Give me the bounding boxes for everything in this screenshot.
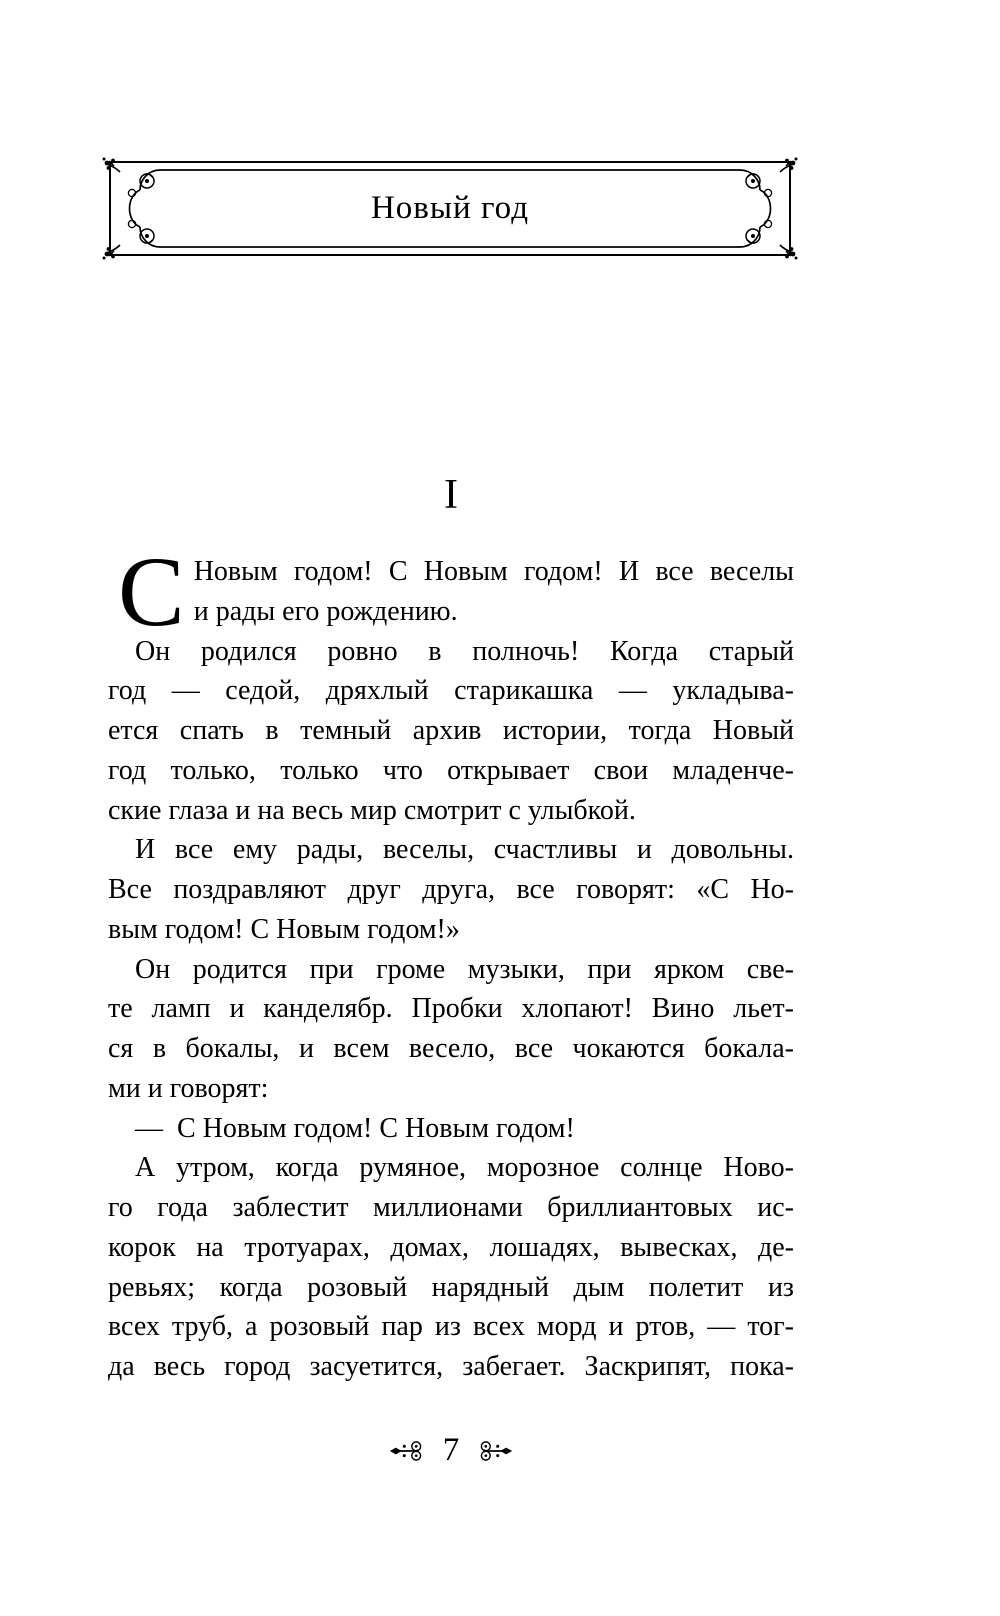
text-line: ские глаза и на весь мир смотрит с улыбкой. [108, 794, 636, 826]
fleuron-right-icon [479, 1439, 513, 1463]
page-footer [108, 1434, 794, 1467]
text-line: ми и говорят: [108, 1072, 269, 1104]
text-line: ревьях; когда розовый нарядный дым полетит из [108, 1271, 794, 1303]
text-line: И все ему рады, веселы, счастливы и довольны. [135, 834, 794, 866]
text-line: ся в бокалы, и всем весело, все чокаются бокала- [108, 1033, 794, 1064]
body-text [108, 536, 794, 1387]
text-line: ется спать в темный архив истории, тогда Новый [108, 715, 794, 746]
page-number: 7 [442, 1432, 460, 1468]
chapter-title-frame [108, 160, 792, 257]
text-line: вым годом! С Новым годом!» [108, 913, 460, 945]
text-line: те ламп и канделябр. Пробки хлопают! Вино льет- [108, 993, 794, 1025]
text-line: А утром, когда румяное, морозное солнце Ново- [135, 1152, 794, 1184]
text-line: го года заблестит миллионами бриллиантовых ис- [108, 1192, 794, 1223]
dialogue-paragraph [108, 1109, 794, 1149]
text-line: — С Новым годом! С Новым годом! [135, 1112, 575, 1144]
chapter-title: Новый год [370, 190, 530, 226]
fleuron-left-icon [389, 1439, 423, 1463]
text-line: Он родится при громе музыки, при ярком све- [135, 953, 794, 985]
text-line: корок на тротуарах, домах, лошадях, вывесках, де- [108, 1231, 794, 1263]
text-line: да весь город засуетится, забегает. Заскрипят, пока- [108, 1351, 794, 1382]
text-line: и рады его рождению. [193, 595, 458, 627]
paragraph [108, 632, 794, 831]
text-line: Он родился ровно в полночь! Когда старый [135, 635, 794, 667]
text-line: год только, только что открывает свои младенче- [108, 754, 794, 786]
text-line: год — седой, дряхлый старикашка — укладыва- [108, 675, 794, 707]
paragraph [108, 950, 794, 1109]
paragraph [108, 830, 794, 949]
paragraph [108, 1148, 794, 1387]
text-line: Новым годом! С Новым годом! И все веселы [193, 556, 794, 587]
text-line: всех труб, а розовый пар из всех морд и ртов, — тог- [108, 1311, 794, 1343]
paragraph [108, 536, 794, 647]
section-number: I [444, 472, 458, 518]
drop-cap: С [118, 536, 185, 647]
text-line: Все поздравляют друг друга, все говорят: «С Но- [108, 874, 794, 905]
